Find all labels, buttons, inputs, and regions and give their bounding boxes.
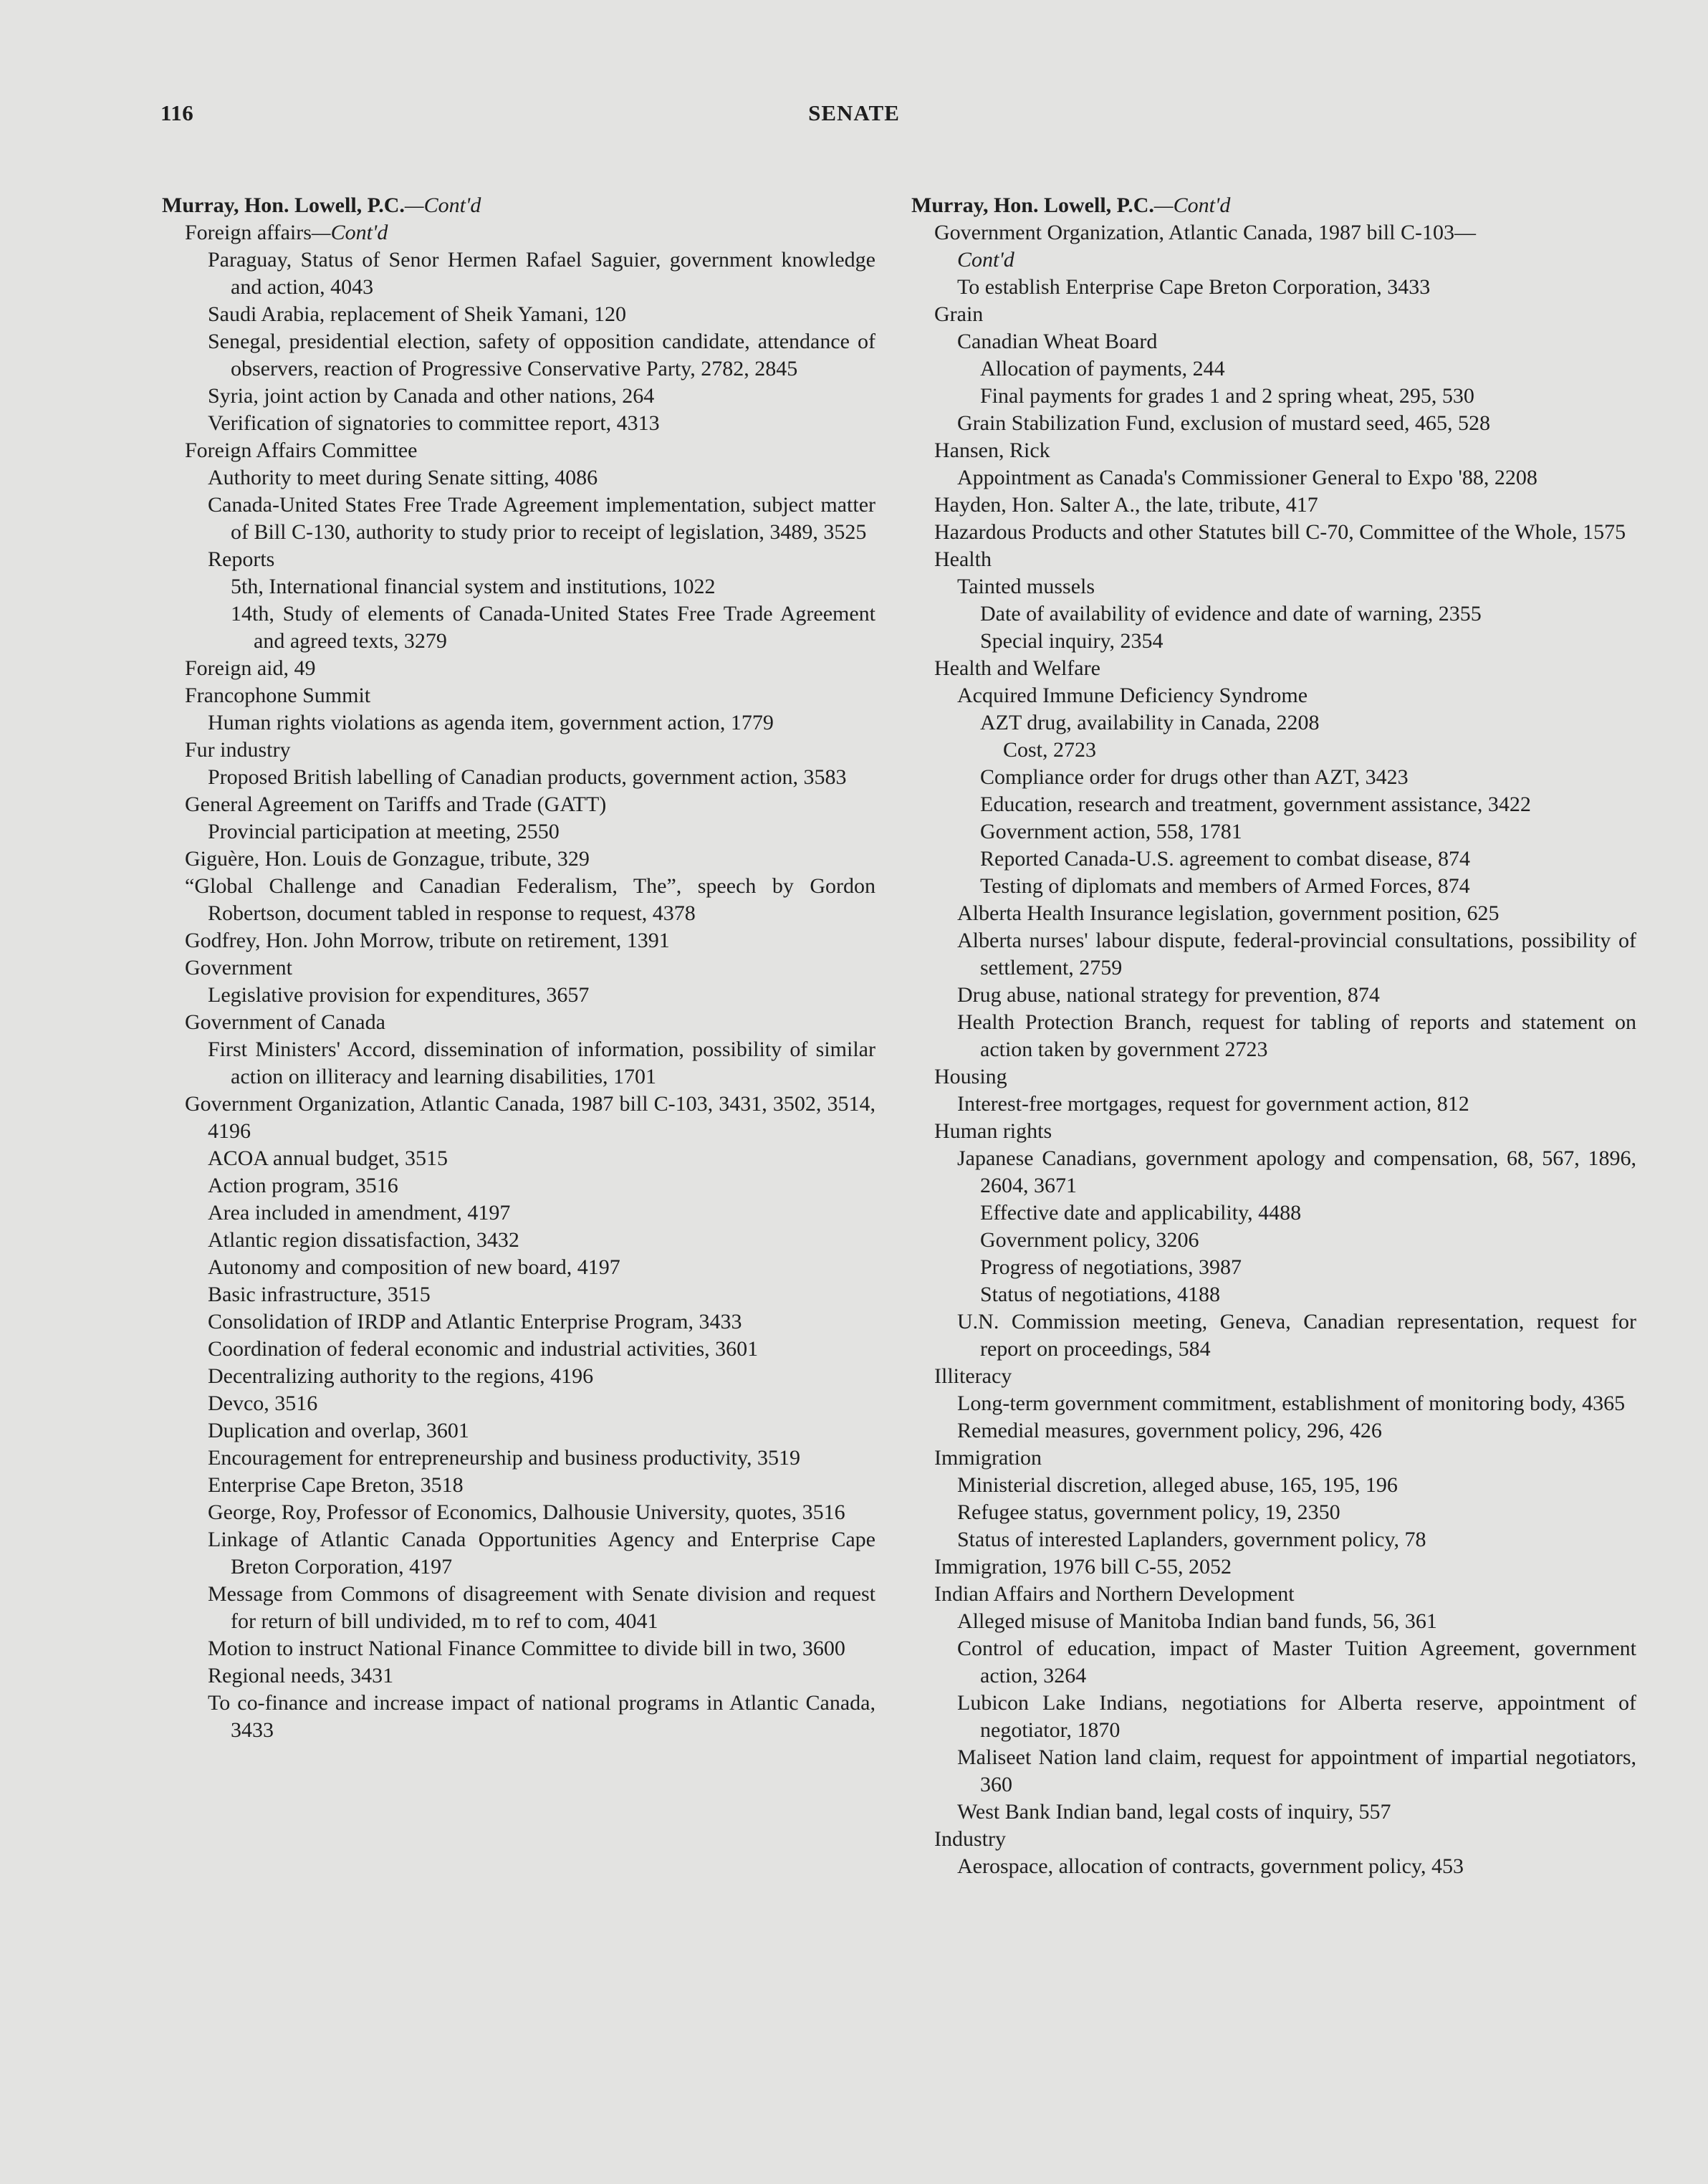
index-entry [911, 1853, 1636, 1880]
index-entry [911, 1009, 1636, 1063]
page-number: 116 [160, 100, 194, 125]
entry-text: Proposed British labelling of Canadian products, government action, 3583 [208, 765, 847, 789]
entry-text: Coordination of federal economic and industrial activities, 3601 [208, 1337, 759, 1361]
index-entry [911, 791, 1636, 818]
entry-text: Control of education, impact of Master Tuition Agreement, government action, 3264 [957, 1637, 1636, 1687]
index-entry [911, 1363, 1636, 1390]
index-entry [162, 301, 875, 328]
index-entry [911, 437, 1636, 464]
index-entry [162, 682, 875, 709]
entry-text: Ministerial discretion, alleged abuse, 165, 195, 196 [957, 1473, 1398, 1497]
index-entry [911, 682, 1636, 709]
index-entry [162, 219, 875, 246]
index-entry [911, 519, 1636, 546]
index-entry [911, 546, 1636, 573]
index-entry [911, 383, 1636, 410]
entry-text: Immigration [934, 1446, 1042, 1470]
index-entry [911, 1145, 1636, 1199]
entry-text: Government Organization, Atlantic Canada, 1987 bill C-103— [934, 221, 1476, 244]
entry-text: Housing [934, 1065, 1007, 1088]
entry-text: Consolidation of IRDP and Atlantic Enterprise Program, 3433 [208, 1310, 742, 1333]
index-entry [911, 1553, 1636, 1581]
index-entry [911, 1608, 1636, 1635]
entry-text: Hazardous Products and other Statutes bill C-70, Committee of the Whole, 1575 [934, 520, 1626, 544]
entry-text: Education, research and treatment, government assistance, 3422 [980, 792, 1531, 816]
index-entry [162, 437, 875, 464]
index-entry [911, 492, 1636, 519]
entry-text: West Bank Indian band, legal costs of inquiry, 557 [957, 1800, 1391, 1824]
index-entry [911, 737, 1636, 764]
entry-text: “Global Challenge and Canadian Federalism, The”, speech by Gordon Robertson, document tabled in response to request, 4378 [185, 874, 875, 925]
index-entry [162, 1336, 875, 1363]
index-entry [162, 1145, 875, 1172]
index-entry [162, 1308, 875, 1336]
index-entry [911, 1417, 1636, 1445]
index-entry [162, 846, 875, 873]
index-entry [162, 982, 875, 1009]
index-entry [162, 1445, 875, 1472]
index-entry [911, 1635, 1636, 1690]
index-entry [911, 655, 1636, 682]
entry-text: Linkage of Atlantic Canada Opportunities Agency and Enterprise Cape Breton Corporation, 4197 [208, 1528, 875, 1579]
index-entry [162, 1281, 875, 1308]
index-entry [162, 873, 875, 927]
index-entry [162, 573, 875, 600]
entry-text: Status of interested Laplanders, government policy, 78 [957, 1528, 1426, 1551]
entry-text: Progress of negotiations, 3987 [980, 1255, 1242, 1279]
entry-text: George, Roy, Professor of Economics, Dalhousie University, quotes, 3516 [208, 1500, 845, 1524]
entry-text: Foreign aid, 49 [185, 656, 316, 680]
entry-text: Authority to meet during Senate sitting, 4086 [208, 466, 598, 489]
continued-marker: —Cont'd [311, 221, 388, 244]
index-entry [911, 1091, 1636, 1118]
index-entry [911, 1499, 1636, 1526]
entry-text: Legislative provision for expenditures, 3657 [208, 983, 590, 1007]
entry-text: Government Organization, Atlantic Canada, 1987 bill C-103, 3431, 3502, 3514, 4196 [185, 1092, 875, 1143]
index-entry [162, 1091, 875, 1145]
entry-text: 5th, International financial system and institutions, 1022 [231, 575, 716, 598]
index-entry [911, 301, 1636, 328]
index-entry [911, 1281, 1636, 1308]
entry-text: General Agreement on Tariffs and Trade (GATT) [185, 792, 607, 816]
entry-text: Final payments for grades 1 and 2 spring wheat, 295, 530 [980, 384, 1474, 408]
index-entry [911, 1690, 1636, 1744]
entry-text: Grain Stabilization Fund, exclusion of mustard seed, 465, 528 [957, 411, 1491, 435]
entry-text: Verification of signatories to committee report, 4313 [208, 411, 660, 435]
index-entry [162, 546, 875, 573]
entry-text: Devco, 3516 [208, 1392, 318, 1415]
entry-text: Cost, 2723 [1003, 738, 1097, 762]
index-entry [911, 1581, 1636, 1608]
index-entry [162, 1227, 875, 1254]
entry-text: Regional needs, 3431 [208, 1664, 394, 1687]
index-entry [911, 927, 1636, 982]
index-entry [162, 1417, 875, 1445]
entry-text: ACOA annual budget, 3515 [208, 1146, 448, 1170]
index-entry [911, 464, 1636, 492]
index-entry [162, 1662, 875, 1690]
entry-text: Foreign affairs [185, 221, 312, 244]
right-column [911, 192, 1636, 1880]
entry-text: Health and Welfare [934, 656, 1100, 680]
index-entry [162, 246, 875, 301]
index-entry [162, 464, 875, 492]
continued-marker: Cont'd [957, 248, 1014, 272]
index-entry [911, 219, 1636, 274]
index-entry [162, 1499, 875, 1526]
entry-text: Maliseet Nation land claim, request for appointment of impartial negotiators, 360 [957, 1745, 1636, 1796]
entry-text: Government of Canada [185, 1010, 385, 1034]
index-entry [911, 1744, 1636, 1799]
index-entry [162, 600, 875, 655]
entry-text: Encouragement for entrepreneurship and business productivity, 3519 [208, 1446, 800, 1470]
entry-text: Indian Affairs and Northern Development [934, 1582, 1295, 1606]
entry-text: Aerospace, allocation of contracts, government policy, 453 [957, 1854, 1464, 1878]
entry-text: Acquired Immune Deficiency Syndrome [957, 684, 1308, 707]
entry-text: Giguère, Hon. Louis de Gonzague, tribute, 329 [185, 847, 590, 871]
index-entry [162, 709, 875, 737]
index-entry [162, 1363, 875, 1390]
entry-text: First Ministers' Accord, dissemination of information, possibility of similar action on illiteracy and learning disabilities, 1701 [208, 1038, 875, 1088]
entry-text: Testing of diplomats and members of Armed Forces, 874 [980, 874, 1470, 898]
index-entry [162, 1635, 875, 1662]
index-entry [911, 1199, 1636, 1227]
index-entry [162, 655, 875, 682]
column-heading: Murray, Hon. Lowell, P.C.—Cont'd [162, 193, 481, 217]
index-entry [911, 982, 1636, 1009]
index-entry [911, 573, 1636, 600]
entry-text: U.N. Commission meeting, Geneva, Canadian representation, request for report on proceedings, 584 [957, 1310, 1636, 1361]
entry-text: Hayden, Hon. Salter A., the late, tribute, 417 [934, 493, 1318, 517]
running-title: SENATE [808, 100, 900, 125]
index-entry [911, 709, 1636, 737]
index-entry [162, 383, 875, 410]
entry-text: Compliance order for drugs other than AZT, 3423 [980, 765, 1409, 789]
index-entry [911, 1445, 1636, 1472]
index-entry [911, 846, 1636, 873]
index-entry [911, 1063, 1636, 1091]
index-entry [162, 927, 875, 954]
index-entry [911, 274, 1636, 301]
entry-text: Status of negotiations, 4188 [980, 1283, 1220, 1306]
index-entry [911, 1118, 1636, 1145]
index-entry [162, 737, 875, 764]
entry-text: To co-finance and increase impact of national programs in Atlantic Canada, 3433 [208, 1691, 875, 1742]
entry-text: Saudi Arabia, replacement of Sheik Yamani, 120 [208, 302, 627, 326]
entry-text: Action program, 3516 [208, 1174, 398, 1197]
entry-text: Area included in amendment, 4197 [208, 1201, 511, 1225]
entry-text: Date of availability of evidence and date of warning, 2355 [980, 602, 1482, 626]
entry-text: Basic infrastructure, 3515 [208, 1283, 431, 1306]
index-entry [911, 900, 1636, 927]
index-entry [162, 1199, 875, 1227]
entry-text: Fur industry [185, 738, 291, 762]
index-entry [162, 410, 875, 437]
entry-text: Human rights violations as agenda item, government action, 1779 [208, 711, 774, 734]
entry-text: Long-term government commitment, establishment of monitoring body, 4365 [957, 1392, 1626, 1415]
index-entry [911, 355, 1636, 383]
entry-text: Duplication and overlap, 3601 [208, 1419, 469, 1442]
entry-text: Tainted mussels [957, 575, 1095, 598]
column-heading: Murray, Hon. Lowell, P.C.—Cont'd [911, 193, 1231, 217]
entry-text: Godfrey, Hon. John Morrow, tribute on retirement, 1391 [185, 929, 670, 952]
entry-text: Reported Canada-U.S. agreement to combat disease, 874 [980, 847, 1470, 871]
index-entry [162, 328, 875, 383]
entry-text: Atlantic region dissatisfaction, 3432 [208, 1228, 519, 1252]
index-entry [162, 1472, 875, 1499]
index-entry [911, 600, 1636, 628]
entry-text: Autonomy and composition of new board, 4197 [208, 1255, 620, 1279]
index-entry [911, 628, 1636, 655]
entry-text: Refugee status, government policy, 19, 2350 [957, 1500, 1340, 1524]
entry-text: Alberta nurses' labour dispute, federal-provincial consultations, possibility of settlement, 2759 [957, 929, 1636, 980]
left-column [162, 192, 875, 1744]
index-entry [162, 1172, 875, 1199]
page-header [0, 100, 1708, 132]
entry-text: Government action, 558, 1781 [980, 820, 1242, 843]
entry-text: Illiteracy [934, 1364, 1012, 1388]
entry-text: Enterprise Cape Breton, 3518 [208, 1473, 464, 1497]
entry-text: Immigration, 1976 bill C-55, 2052 [934, 1555, 1232, 1579]
entry-text: Government policy, 3206 [980, 1228, 1199, 1252]
index-entry [162, 954, 875, 982]
entry-text: Effective date and applicability, 4488 [980, 1201, 1302, 1225]
entry-text: Japanese Canadians, government apology and compensation, 68, 567, 1896, 2604, 3671 [957, 1146, 1636, 1197]
index-entry [162, 1526, 875, 1581]
entry-text: Industry [934, 1827, 1006, 1851]
entry-text: Reports [208, 547, 275, 571]
index-entry [911, 1826, 1636, 1853]
index-entry [162, 1581, 875, 1635]
entry-text: Remedial measures, government policy, 296, 426 [957, 1419, 1382, 1442]
entry-text: Appointment as Canada's Commissioner General to Expo '88, 2208 [957, 466, 1537, 489]
entry-text: Government [185, 956, 292, 980]
entry-text: To establish Enterprise Cape Breton Corporation, 3433 [957, 275, 1431, 299]
index-entry [911, 1526, 1636, 1553]
index-entry [162, 1036, 875, 1091]
entry-text: Decentralizing authority to the regions, 4196 [208, 1364, 594, 1388]
entry-text: Senegal, presidential election, safety of opposition candidate, attendance of observers, reaction of Progressive Conservative Party, 2782, 2845 [208, 330, 875, 380]
index-entry [911, 1254, 1636, 1281]
entry-text: Syria, joint action by Canada and other nations, 264 [208, 384, 655, 408]
index-entry [162, 764, 875, 791]
index-entry [911, 764, 1636, 791]
index-entry [911, 1390, 1636, 1417]
entry-text: Hansen, Rick [934, 439, 1050, 462]
index-entry [162, 791, 875, 818]
entry-text: Interest-free mortgages, request for government action, 812 [957, 1092, 1469, 1116]
entry-text: Grain [934, 302, 984, 326]
entry-text: Foreign Affairs Committee [185, 439, 418, 462]
index-entry [162, 818, 875, 846]
index-entry [911, 1227, 1636, 1254]
entry-text: Motion to instruct National Finance Committee to divide bill in two, 3600 [208, 1637, 845, 1660]
index-entry [911, 1472, 1636, 1499]
entry-text: Health [934, 547, 992, 571]
entry-text: Health Protection Branch, request for tabling of reports and statement on action taken by government 2723 [957, 1010, 1636, 1061]
entry-text: Canadian Wheat Board [957, 330, 1158, 353]
entry-text: Provincial participation at meeting, 2550 [208, 820, 560, 843]
entry-text: Allocation of payments, 244 [980, 357, 1225, 380]
index-entry [162, 1690, 875, 1744]
index-entry [162, 492, 875, 546]
index-entry [162, 1390, 875, 1417]
index-entry [911, 818, 1636, 846]
entry-text: Message from Commons of disagreement with Senate division and request for return of bill undivided, m to ref to com, 4041 [208, 1582, 875, 1633]
entry-text: Canada-United States Free Trade Agreement implementation, subject matter of Bill C-130, authority to study prior to receipt of legislation, 3489, 3525 [208, 493, 875, 544]
index-entry [162, 1009, 875, 1036]
entry-text: Alleged misuse of Manitoba Indian band funds, 56, 361 [957, 1609, 1437, 1633]
entry-text: AZT drug, availability in Canada, 2208 [980, 711, 1320, 734]
entry-text: Human rights [934, 1119, 1052, 1143]
index-entry [911, 410, 1636, 437]
entry-text: Francophone Summit [185, 684, 371, 707]
entry-text: Special inquiry, 2354 [980, 629, 1164, 653]
index-entry [911, 1799, 1636, 1826]
index-entry [911, 873, 1636, 900]
entry-text: 14th, Study of elements of Canada-United States Free Trade Agreement and agreed texts, 3279 [231, 602, 875, 653]
index-entry [162, 1254, 875, 1281]
index-entry [911, 1308, 1636, 1363]
entry-text: Alberta Health Insurance legislation, government position, 625 [957, 901, 1500, 925]
entry-text: Drug abuse, national strategy for prevention, 874 [957, 983, 1380, 1007]
entry-text: Lubicon Lake Indians, negotiations for Alberta reserve, appointment of negotiator, 1870 [957, 1691, 1636, 1742]
index-entry [911, 328, 1636, 355]
entry-text: Paraguay, Status of Senor Hermen Rafael Saguier, government knowledge and action, 4043 [208, 248, 875, 299]
